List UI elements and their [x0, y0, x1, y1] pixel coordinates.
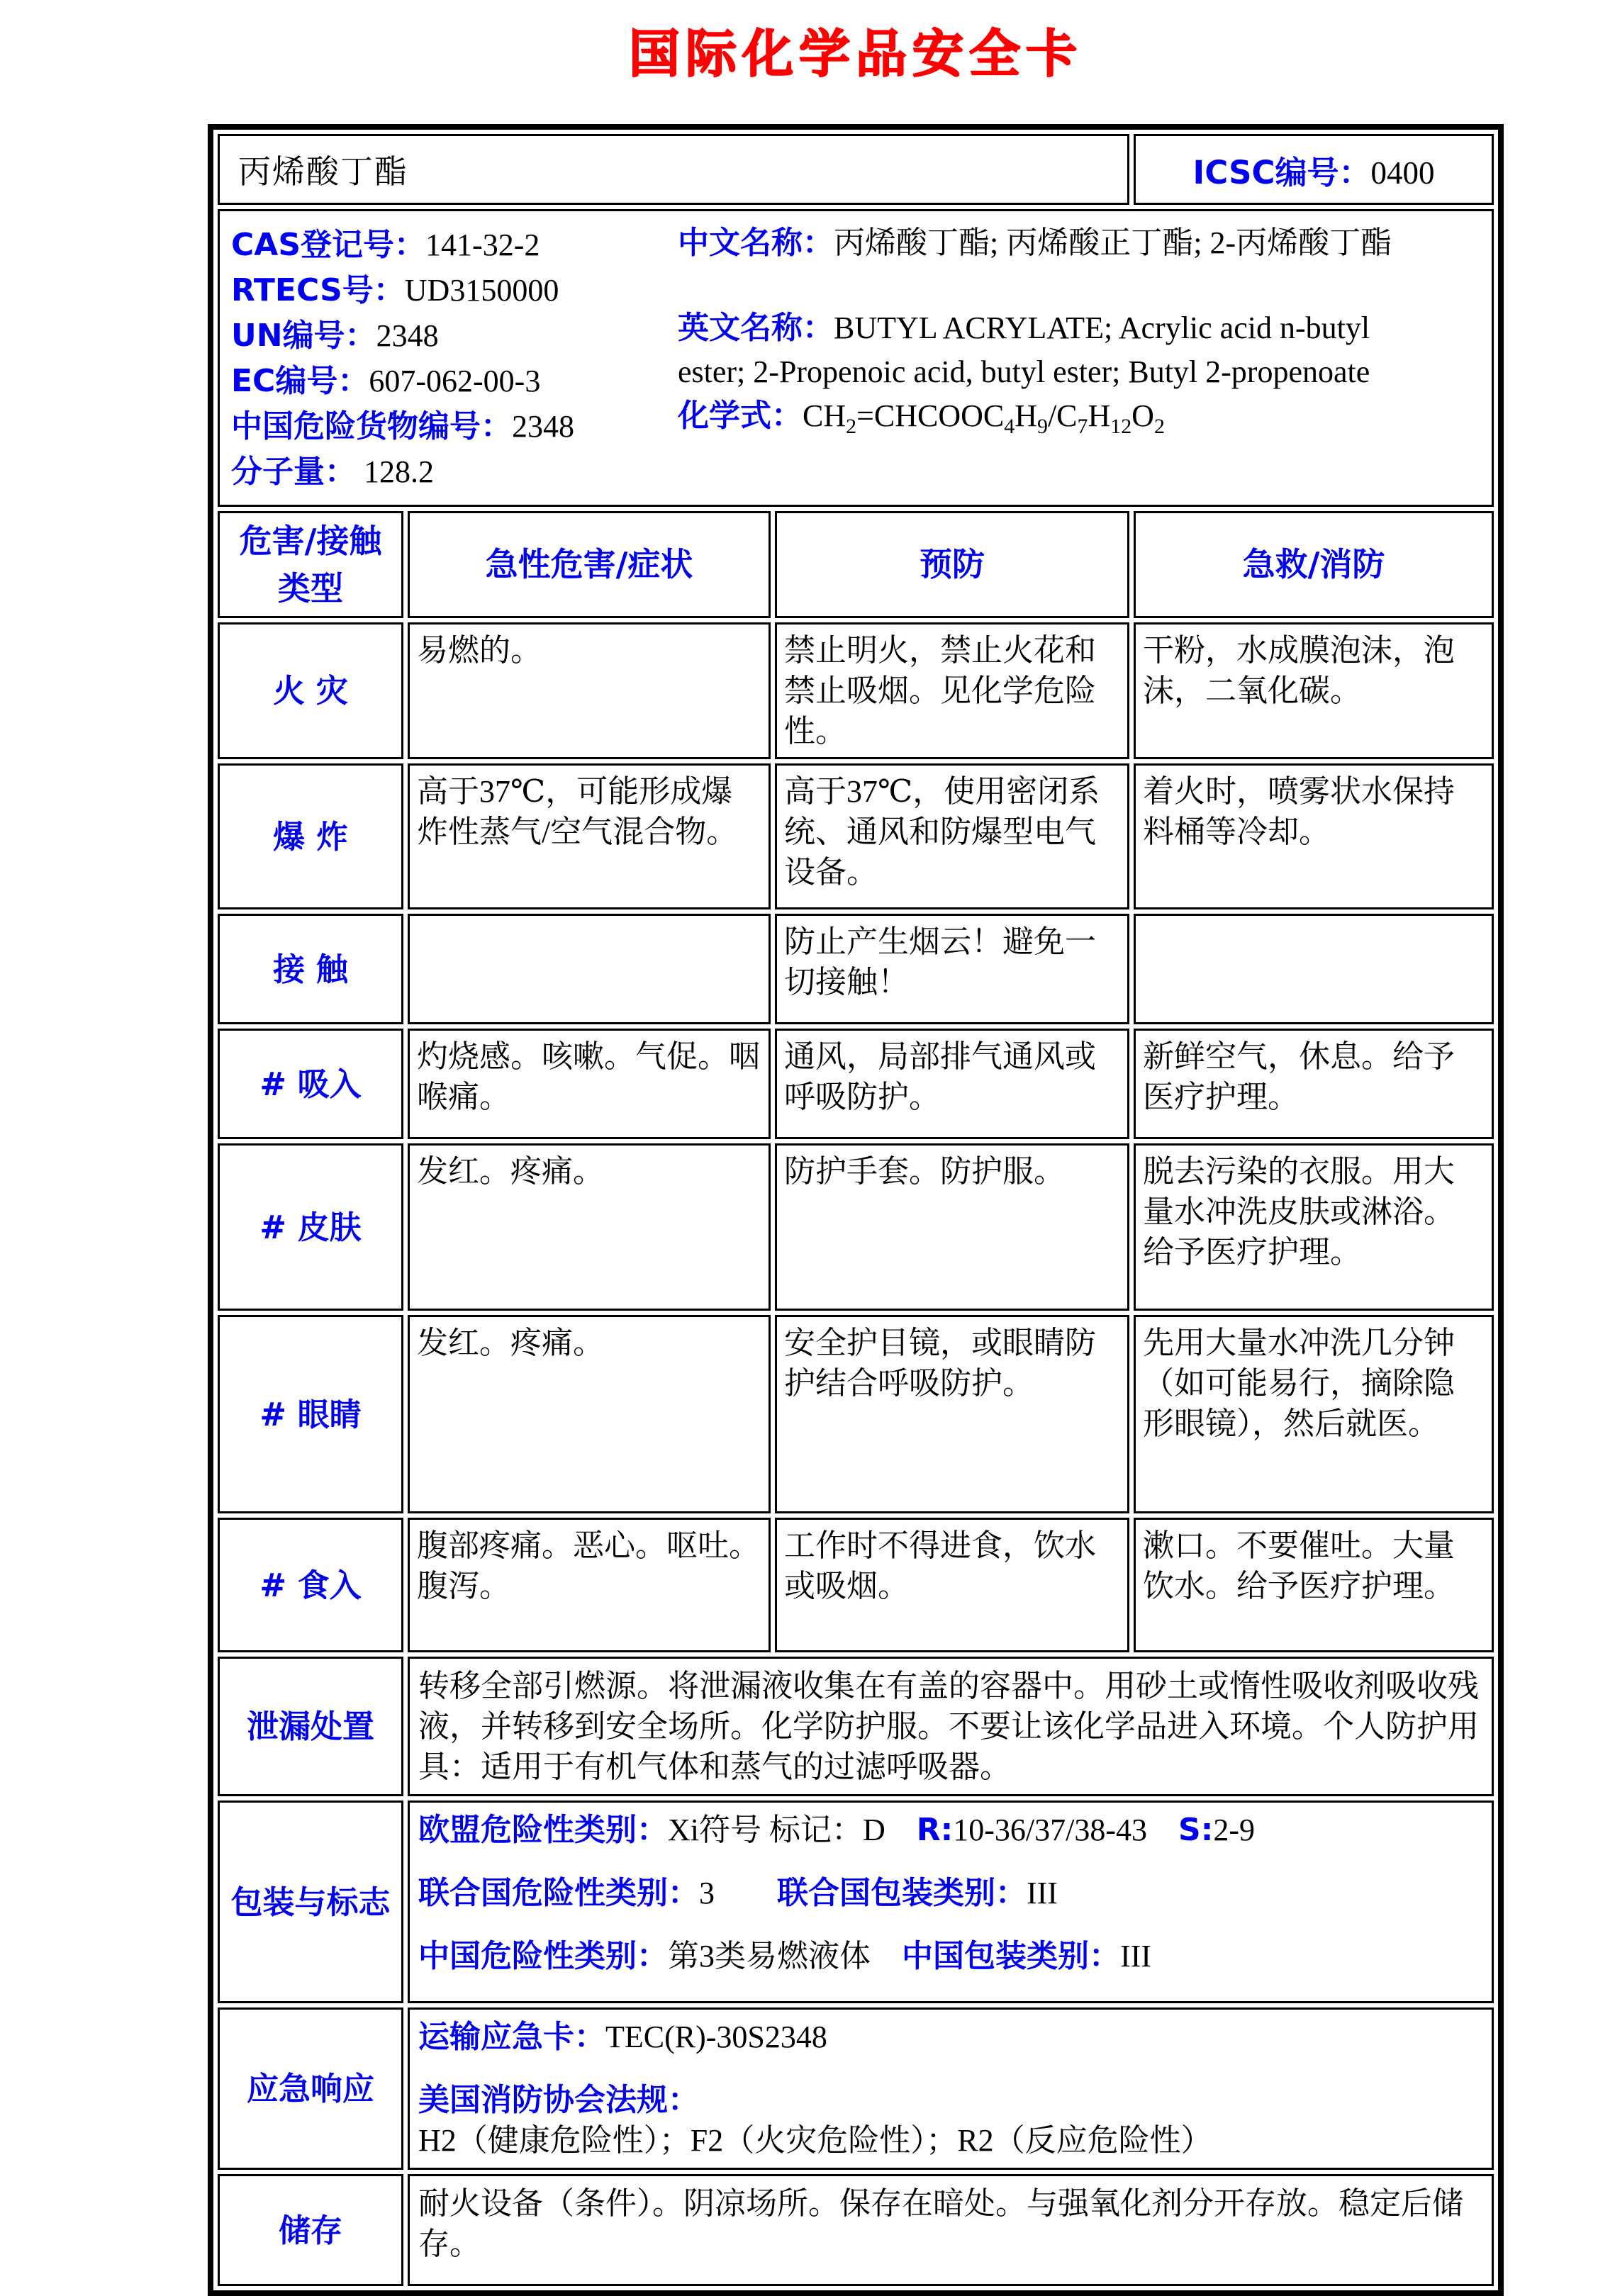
hazard-rows — [218, 622, 1494, 1652]
section-label: 储存 — [218, 2174, 403, 2286]
symptoms-cell: 灼烧感。咳嗽。气促。咽喉痛。 — [408, 1029, 771, 1139]
symptoms-cell: 高于37℃，可能形成爆炸性蒸气/空气混合物。 — [408, 763, 771, 909]
identifier-line — [231, 404, 678, 449]
col-header-first-aid: 急救/消防 — [1134, 511, 1494, 618]
page-title: 国际化学品安全卡 — [628, 24, 1083, 84]
identifier-label: 分子量： — [231, 454, 356, 490]
substance-header-row — [218, 134, 1494, 205]
section-row — [218, 1657, 1494, 1796]
identifier-line — [231, 359, 678, 404]
prevention-cell: 防止产生烟云！避免一切接触！ — [775, 914, 1129, 1024]
section-rows — [218, 1657, 1494, 2286]
identifier-value: 128.2 — [356, 454, 434, 489]
section-row — [218, 2174, 1494, 2286]
identifier-label: RTECS号： — [231, 272, 405, 308]
symptoms-cell: 腹部疼痛。恶心。呕吐。腹泻。 — [408, 1518, 771, 1652]
names-block — [678, 221, 1394, 495]
identifier-value: 2348 — [512, 409, 574, 444]
identifier-line — [231, 223, 678, 268]
hazard-row — [218, 763, 1494, 909]
identifier-list — [231, 221, 678, 495]
identifier-line — [231, 268, 678, 313]
card-header-rows — [218, 134, 1494, 618]
hazard-type-label: # 食入 — [218, 1518, 403, 1652]
identification-row — [218, 209, 1494, 507]
identification-cell — [218, 209, 1494, 507]
chinese-name-label: 中文名称： — [678, 225, 834, 261]
hazard-row — [218, 1029, 1494, 1139]
hazard-row — [218, 1518, 1494, 1652]
identifier-label: 中国危险货物编号： — [231, 408, 512, 444]
identifier-label: CAS登记号： — [231, 227, 426, 263]
chemical-formula: $CH_2=CHCOOC_4H_9/C_7H_{12}O_2$ — [803, 398, 1165, 438]
hazard-row — [218, 622, 1494, 759]
identifier-label: EC编号： — [231, 363, 369, 399]
icsc-value: 0400 — [1370, 155, 1435, 191]
prevention-cell: 高于37℃，使用密闭系统、通风和防爆型电气设备。 — [775, 763, 1129, 909]
first-aid-cell: 着火时，喷雾状水保持料桶等冷却。 — [1134, 763, 1494, 909]
english-name-label: 英文名称： — [678, 310, 834, 346]
first-aid-cell: 先用大量水冲洗几分钟（如可能易行，摘除隐形眼镜），然后就医。 — [1134, 1315, 1494, 1513]
hazard-type-label: # 皮肤 — [218, 1143, 403, 1311]
prevention-cell: 禁止明火，禁止火花和禁止吸烟。见化学危险性。 — [775, 622, 1129, 759]
english-name-line — [678, 306, 1394, 394]
section-content: 转移全部引燃源。将泄漏液收集在有盖的容器中。用砂土或惰性吸收剂吸收残液，并转移到安全场所。化学防护服。不要让该化学品进入环境。个人防护用具：适用于有机气体和蒸气的过滤呼吸器。 — [408, 1657, 1494, 1796]
formula-label: 化学式： — [678, 398, 803, 434]
first-aid-cell: 新鲜空气，休息。给予医疗护理。 — [1134, 1029, 1494, 1139]
prevention-cell: 通风，局部排气通风或呼吸防护。 — [775, 1029, 1129, 1139]
symptoms-cell: 发红。疼痛。 — [408, 1315, 771, 1513]
formula-line — [678, 394, 1394, 438]
hazard-type-label: # 眼睛 — [218, 1315, 403, 1513]
section-label: 泄漏处置 — [218, 1657, 403, 1796]
section-row — [218, 1801, 1494, 2003]
english-name-value: BUTYL ACRYLATE; Acrylic acid n-butyl ester; 2-Propenoic acid, butyl ester; Butyl 2-propenoate — [678, 310, 1378, 389]
col-header-hazard-type: 危害/接触类型 — [218, 511, 403, 618]
section-row — [218, 2007, 1494, 2170]
substance-name: 丙烯酸丁酯 — [218, 134, 1129, 205]
prevention-cell: 防护手套。防护服。 — [775, 1143, 1129, 1311]
symptoms-cell: 易燃的。 — [408, 622, 771, 759]
column-header-row — [218, 511, 1494, 618]
identifier-value: 141-32-2 — [425, 228, 540, 262]
chinese-name-line — [678, 221, 1394, 265]
hazard-type-label: 爆 炸 — [218, 763, 403, 909]
identifier-line — [231, 449, 678, 495]
first-aid-cell: 漱口。不要催吐。大量饮水。给予医疗护理。 — [1134, 1518, 1494, 1652]
identifier-value: 2348 — [376, 318, 439, 353]
identifier-value: 607-062-00-3 — [369, 364, 541, 398]
section-content: 耐火设备（条件）。阴凉场所。保存在暗处。与强氧化剂分开存放。稳定后储存。 — [408, 2174, 1494, 2286]
col-header-symptoms: 急性危害/症状 — [408, 511, 771, 618]
symptoms-cell — [408, 914, 771, 1024]
icsc-card-table — [208, 124, 1504, 2296]
first-aid-cell: 干粉，水成膜泡沫，泡沫，二氧化碳。 — [1134, 622, 1494, 759]
section-label: 包装与标志 — [218, 1801, 403, 2003]
title-bar — [208, 0, 1504, 124]
first-aid-cell: 脱去污染的衣服。用大量水冲洗皮肤或淋浴。给予医疗护理。 — [1134, 1143, 1494, 1311]
hazard-row — [218, 1143, 1494, 1311]
icsc-number-cell — [1134, 134, 1494, 205]
icsc-label: ICSC编号： — [1192, 153, 1371, 191]
hazard-row — [218, 914, 1494, 1024]
hazard-type-label: # 吸入 — [218, 1029, 403, 1139]
identifier-value: UD3150000 — [404, 273, 559, 308]
prevention-cell: 工作时不得进食，饮水或吸烟。 — [775, 1518, 1129, 1652]
chinese-name-value: 丙烯酸丁酯; 丙烯酸正丁酯; 2-丙烯酸丁酯 — [834, 225, 1392, 260]
first-aid-cell — [1134, 914, 1494, 1024]
hazard-row — [218, 1315, 1494, 1513]
section-content: 运输应急卡：TEC(R)-30S2348 美国消防协会法规：H2（健康危险性）；F2（火灾危险性）；R2（反应危险性） — [408, 2007, 1494, 2170]
hazard-type-label: 火 灾 — [218, 622, 403, 759]
prevention-cell: 安全护目镜，或眼睛防护结合呼吸防护。 — [775, 1315, 1129, 1513]
col-header-prevention: 预防 — [775, 511, 1129, 618]
section-label: 应急响应 — [218, 2007, 403, 2170]
section-content: 欧盟危险性类别：Xi符号 标记：D R:10-36/37/38-43 S:2-9 联合国危险性类别：3 联合国包装类别：III 中国危险性类别：第3类易燃液体 中国包装类别：III — [408, 1801, 1494, 2003]
identifier-label: UN编号： — [231, 318, 376, 354]
hazard-type-label: 接 触 — [218, 914, 403, 1024]
symptoms-cell: 发红。疼痛。 — [408, 1143, 771, 1311]
identifier-line — [231, 313, 678, 359]
